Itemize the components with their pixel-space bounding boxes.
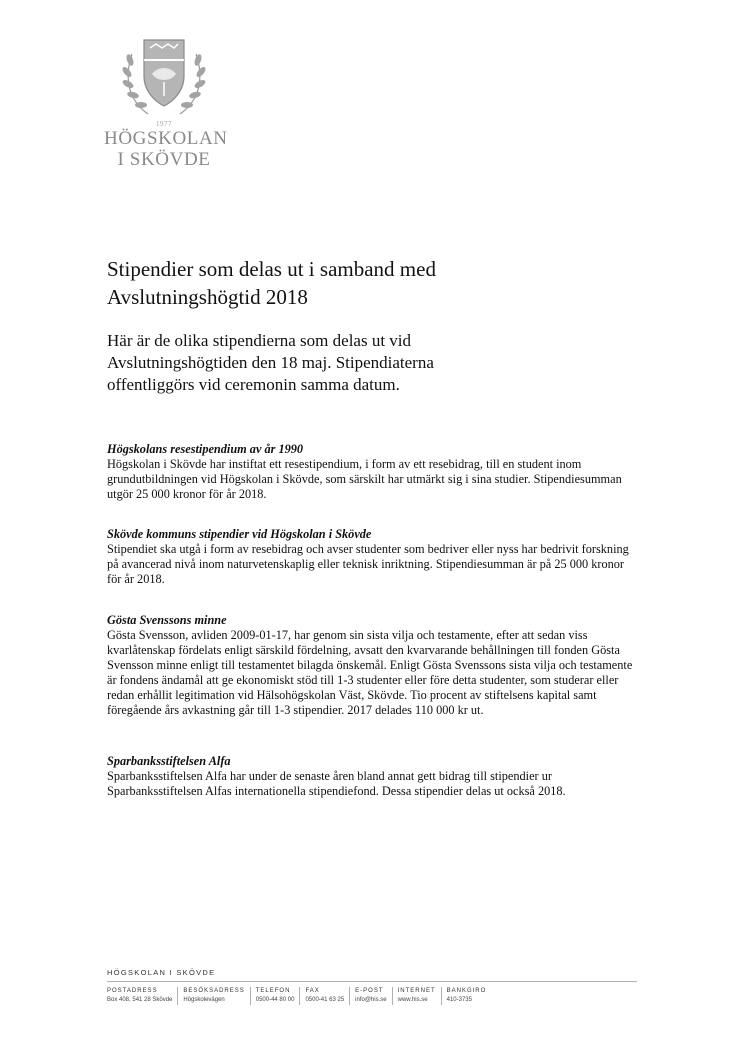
footer-value: 0500-41 63 25 [305,997,345,1003]
footer-label: BANKGIRO [446,988,487,994]
crest-icon [118,30,210,122]
footer-label: INTERNET [397,988,436,994]
section-heading: Skövde kommuns stipendier vid Högskolan i Skövde [107,527,372,541]
footer-value: Högskolevägen [183,997,225,1003]
footer-label: BESÖKSADRESS [183,988,245,994]
scholarship-section [107,527,637,587]
footer-org-name: HÖGSKOLAN I SKÖVDE [107,968,216,977]
footer-label: TELEFON [255,988,291,994]
university-logo [104,30,228,170]
page-footer [107,968,637,1005]
section-body: Stipendiet ska utgå i form av resebidrag och avser studenter som bedriver eller nyss har bedrivit forskning på avancerad nivå inom naturvetenskaplig eller teknisk inriktning. Stipendiesumman är på 25 000 kronor för år 2018. [107,542,629,586]
footer-label: POSTADRESS [107,988,158,994]
section-body: Högskolan i Skövde har instiftat ett resestipendium, i form av ett resebidrag, till en student inom grundutbildningen vid Högskolan i Skövde, som särskilt har utmärkt sig i sina studier. Stipendiesumman utgör 25 000 kronor för år 2018. [107,457,622,501]
footer-label: E-POST [355,988,384,994]
scholarship-section [107,442,637,502]
section-heading: Sparbanksstiftelsen Alfa [107,754,231,768]
footer-label: FAX [305,988,320,994]
footer-value: www.his.se [397,997,428,1003]
logo-name-line-1: HÖGSKOLAN [104,128,228,149]
footer-column-bankgiro [441,987,492,1005]
footer-divider [107,981,637,982]
logo-year: 1977 [156,120,172,128]
scholarship-section [107,613,637,718]
footer-column-besoksadress [177,987,249,1005]
footer-contact-columns [107,987,637,1005]
section-body: Gösta Svensson, avliden 2009-01-17, har genom sin sista vilja och testamente, efter att sedan viss kvarlåtenskap fördelats enligt särskild fördelning, avsatt den kvarvarande behållningen till fonden Gösta Svensson minne enligt till testamentet bilagda önskemål. Enligt Gösta Svenssons sista vilja och testamente är fondens ändamål att ge ekonomiskt stöd till 1-3 studenter eller före detta studenter, som studerar eller redan erhållit legitimation vid Hälsohögskolan Väst, Skövde. Tio procent av stiftelsens kapital samt föregående års avkastning går till 1-3 stipendier. 2017 delades 110 000 kr ut. [107,628,633,717]
footer-value: 0500-44 80 00 [255,997,295,1003]
footer-column-telefon [250,987,300,1005]
footer-column-postadress [107,987,177,1005]
logo-name-line-2: I SKÖVDE [117,149,211,170]
footer-column-internet [392,987,441,1005]
lead-paragraph: Här är de olika stipendierna som delas ut vid Avslutningshögtiden den 18 maj. Stipendiaterna offentliggörs vid ceremonin samma datum. [107,331,434,394]
scholarship-section [107,754,637,799]
section-heading: Gösta Svenssons minne [107,613,227,627]
footer-column-epost [349,987,391,1005]
footer-value: 410-3735 [446,997,472,1003]
page-title: Stipendier som delas ut i samband med Avslutningshögtid 2018 [107,257,436,309]
section-heading: Högskolans resestipendium av år 1990 [107,442,304,456]
footer-value: info@his.se [355,997,387,1003]
footer-value: Box 408, 541 28 Skövde [107,997,173,1003]
section-body: Sparbanksstiftelsen Alfa har under de senaste åren bland annat gett bidrag till stipendier ur Sparbanksstiftelsen Alfas internationella stipendiefond. Dessa stipendier delas ut också 2018. [107,769,566,798]
footer-column-fax [299,987,349,1005]
